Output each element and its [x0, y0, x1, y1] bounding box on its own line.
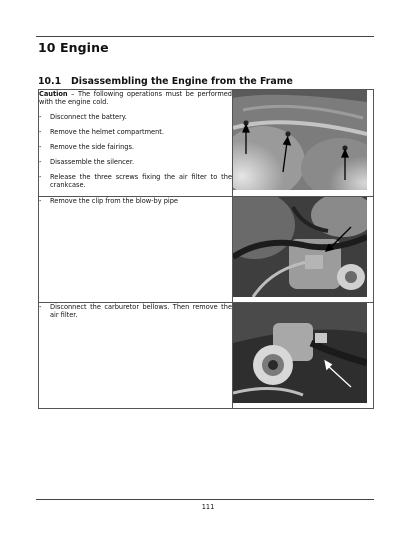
- engine-cover-photo: [233, 90, 367, 190]
- carburetor-photo: [233, 303, 367, 403]
- chapter-title: Engine: [60, 40, 109, 55]
- photo-cell-2: [233, 197, 374, 303]
- caution-text: – The following operations must be performed with the engine cold.: [39, 90, 232, 106]
- chapter-number: 10: [38, 40, 56, 55]
- procedure-table: [38, 89, 374, 409]
- step-list-3: [39, 303, 232, 319]
- page-number: 111: [201, 503, 215, 511]
- procedure-text-2: [39, 197, 233, 303]
- header-rule: [36, 36, 374, 37]
- section-title: Disassembling the Engine from the Frame: [71, 76, 293, 87]
- step-item: - Disconnect the carburetor bellows. Then remove the air filter.: [39, 303, 232, 319]
- procedure-text-1: [39, 90, 233, 197]
- section-number: 10.1: [38, 76, 62, 87]
- step-item: - Remove the clip from the blow-by pipe: [39, 197, 178, 205]
- photo-cell-1: [233, 90, 374, 197]
- step-item: - Disassemble the silencer.: [39, 158, 135, 166]
- section-heading: [38, 76, 293, 87]
- step-item: - Disconnect the battery.: [39, 113, 127, 121]
- step-item: - Remove the side fairings.: [39, 143, 135, 151]
- procedure-text-3: [39, 303, 233, 409]
- procedure-row-1: [39, 90, 374, 197]
- procedure-row-2: [39, 197, 374, 303]
- footer-rule: [36, 499, 374, 500]
- step-list-2: [39, 197, 232, 205]
- procedure-row-3: [39, 303, 374, 409]
- step-list-1: [39, 113, 232, 189]
- blow-by-pipe-photo: [233, 197, 367, 297]
- caution-note: [39, 90, 232, 106]
- chapter-heading: [38, 40, 109, 55]
- photo-cell-3: [233, 303, 374, 409]
- caution-label: Caution: [39, 90, 68, 98]
- step-item: - Release the three screws fixing the air filter to the crankcase.: [39, 173, 232, 189]
- step-item: - Remove the helmet compartment.: [39, 128, 164, 136]
